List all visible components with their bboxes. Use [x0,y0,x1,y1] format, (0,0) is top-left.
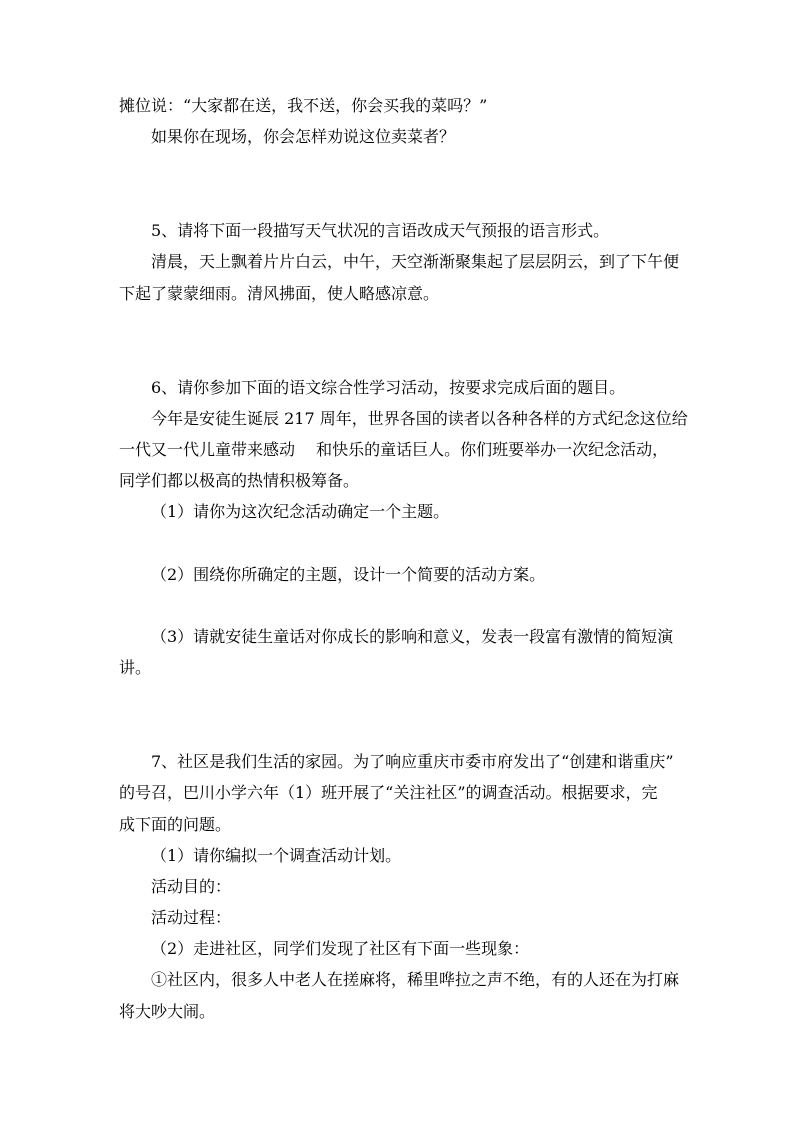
text-line-1: 摊位说：“大家都在送，我不送，你会买我的菜吗？” [119,96,488,115]
sub-question-7-2: （2）走进社区，同学们发现了社区有下面一些现象： [151,939,530,958]
text-line-16: 成下面的问题。 [119,815,232,834]
sub-question-6-3: （3）请就安徒生童话对你成长的影响和意义，发表一段富有激情的简短演 [151,627,674,646]
activity-purpose-label: 活动目的： [151,877,232,896]
sub-question-7-1: （1）请你编拟一个调查活动计划。 [151,846,402,865]
text-line-13: 讲。 [119,658,152,677]
question-5-heading: 5、请将下面一段描写天气状况的言语改成天气预报的语言形式。 [151,221,610,240]
text-line-4: 清晨，天上飘着片片白云，中午，天空渐渐聚集起了层层阴云，到了下午便 [151,252,680,271]
sub-question-6-2: （2）围绕你所确定的主题，设计一个简要的活动方案。 [151,565,546,584]
text-line-22: 将大吵大闹。 [119,1002,216,1021]
activity-process-label: 活动过程： [151,908,232,927]
text-line-8: 一代又一代儿童带来感动 和快乐的童话巨人。你们班要举办一次纪念活动， [119,440,669,459]
question-6-heading: 6、请你参加下面的语文综合性学习活动，按要求完成后面的题目。 [151,378,626,397]
text-line-15: 的号召，巴川小学六年（1）班开展了“关注社区”的调查活动。根据要求，完 [119,783,658,802]
text-line-21: ①社区内，很多人中老人在搓麻将，稀里哗拉之声不绝，有的人还在为打麻 [151,970,680,989]
question-7-heading: 7、社区是我们生活的家园。为了响应重庆市委市府发出了“创建和谐重庆” [151,752,674,771]
text-line-2: 如果你在现场，你会怎样劝说这位卖菜者？ [151,127,456,146]
sub-question-6-1: （1）请你为这次纪念活动确定一个主题。 [151,502,450,521]
text-line-9: 同学们都以极高的热情积极筹备。 [119,471,360,490]
text-line-5: 下起了蒙蒙细雨。清风拂面，使人略感凉意。 [119,284,440,303]
text-line-7: 今年是安徒生诞辰 217 周年，世界各国的读者以各种各样的方式纪念这位给 [151,409,688,428]
